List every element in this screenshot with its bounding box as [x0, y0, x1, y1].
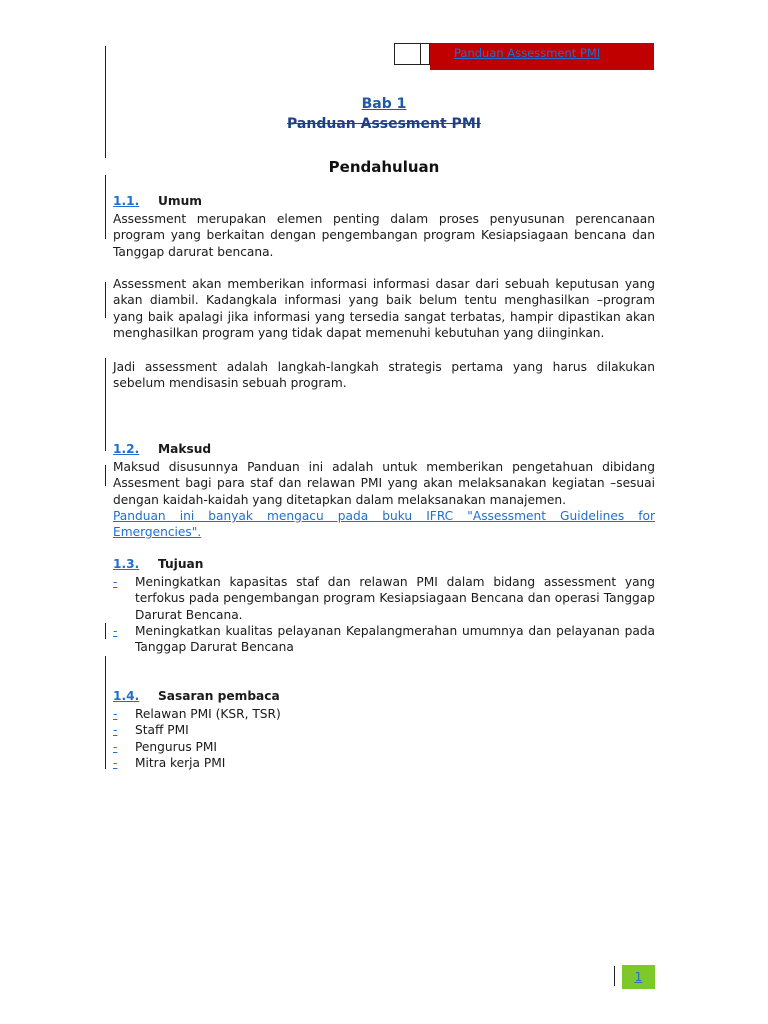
header-banner-text[interactable]: Panduan Assessment PMI	[454, 46, 601, 60]
heading-number: 1.1.	[113, 194, 140, 208]
list-item	[113, 574, 655, 623]
paragraph: Jadi assessment adalah langkah-langkah strategis pertama yang harus dilakukan sebelum mendisasin sebuah program.	[113, 360, 655, 391]
revision-bar	[105, 175, 106, 239]
heading-number: 1.3.	[113, 557, 140, 571]
list-item-text: Relawan PMI (KSR, TSR)	[135, 707, 281, 721]
bullet-dash: -	[113, 723, 118, 737]
heading-text: Maksud	[158, 442, 212, 456]
header-banner	[430, 43, 654, 70]
list-item	[113, 755, 655, 771]
list-item-text: Pengurus PMI	[135, 740, 218, 754]
paragraph: Assessment akan memberikan informasi informasi dasar dari sebuah keputusan yang akan diambil. Kadangkala informasi yang baik belum tentu menghasilkan –program yang baik apalagi jika informasi yang tersedia sangat terbatas, hampir dipastikan akan menghasilkan program yang tidak dapat memenuhi kebutuhan yang diinginkan.	[113, 277, 655, 340]
revision-bar	[614, 966, 615, 986]
header-box-divider	[420, 44, 421, 64]
revision-bar	[105, 623, 106, 639]
heading-text: Umum	[158, 194, 202, 208]
revision-bar	[105, 465, 106, 486]
page-number-badge[interactable]: 1	[622, 965, 655, 989]
list-item-text: Meningkatkan kapasitas staf dan relawan PMI dalam bidang assessment yang terfokus pada pengembangan program Kesiapsiagaan Bencana dan operasi Tanggap Darurat Bencana.	[135, 575, 655, 622]
heading-maksud	[113, 442, 211, 456]
book-title: Panduan Assesment PMI	[287, 116, 481, 132]
section-title: Pendahuluan	[328, 158, 440, 176]
heading-number: 1.2.	[113, 442, 140, 456]
heading-umum	[113, 194, 202, 208]
header-box	[394, 43, 430, 65]
list-item-text: Meningkatkan kualitas pelayanan Kepalangmerahan umumnya dan pelayanan pada Tanggap Darurat Bencana	[135, 624, 655, 655]
list-item	[113, 739, 655, 755]
ifrc-reference-link-text[interactable]: Panduan ini banyak mengacu pada buku IFRC "Assessment Guidelines for Emergencies".	[113, 509, 655, 540]
bullet-dash: -	[113, 756, 118, 770]
list-item	[113, 623, 655, 656]
paragraph: Maksud disusunnya Panduan ini adalah untuk memberikan pengetahuan dibidang Assesment bagi para staf dan relawan PMI yang akan melaksanakan kegiatan –sesuai dengan kaidah-kaidah yang ditetapkan dalam melaksanakan manajemen.	[113, 460, 655, 507]
heading-sasaran-pembaca	[113, 689, 280, 703]
revision-bar	[105, 656, 106, 769]
bullet-dash: -	[113, 575, 118, 589]
bullet-dash: -	[113, 624, 118, 638]
revision-bar	[105, 282, 106, 318]
list-item	[113, 722, 655, 738]
heading-text: Sasaran pembaca	[158, 689, 280, 703]
heading-tujuan	[113, 557, 203, 571]
heading-text: Tujuan	[158, 557, 204, 571]
list-item	[113, 706, 655, 722]
chapter-title: Bab 1	[361, 96, 407, 112]
list-item-text: Staff PMI	[135, 723, 189, 737]
revision-bar	[105, 46, 106, 158]
bullet-dash: -	[113, 740, 118, 754]
paragraph: Assessment merupakan elemen penting dalam proses penyusunan perencanaan program yang berkaitan dengan pengembangan program Kesiapsiagaan bencana dan Tanggap darurat bencana.	[113, 212, 655, 259]
heading-number: 1.4.	[113, 689, 140, 703]
bullet-dash: -	[113, 707, 118, 721]
ifrc-reference-link[interactable]	[113, 508, 655, 541]
list-item-text: Mitra kerja PMI	[135, 756, 226, 770]
revision-bar	[105, 358, 106, 451]
